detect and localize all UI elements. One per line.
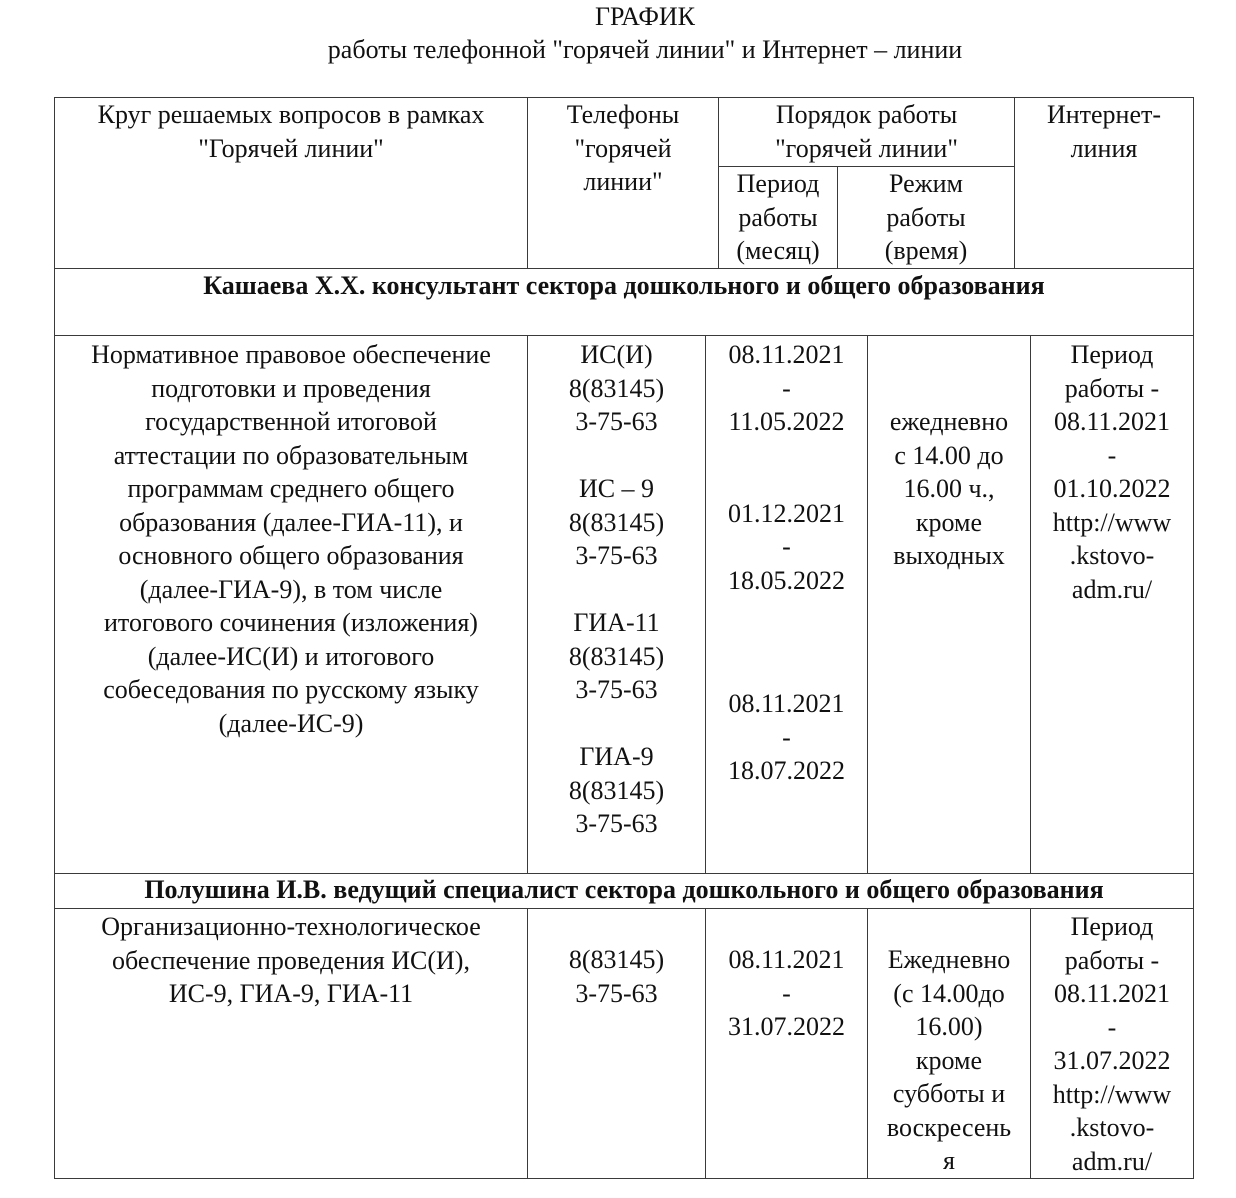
header-period: Период работы (месяц) bbox=[719, 167, 838, 269]
period-1c: 08.11.2021 - 18.07.2022 bbox=[728, 689, 845, 785]
mode-cell-1: ежедневно с 14.00 до 16.00 ч., кроме выходных bbox=[868, 336, 1031, 874]
schedule-header-table bbox=[54, 97, 1194, 336]
header-issues: Круг решаемых вопросов в рамках "Горячей линии" bbox=[55, 98, 528, 269]
header-work-order: Порядок работы "горячей линии" bbox=[719, 98, 1015, 167]
section-heading-1: Кашаева Х.Х. консультант сектора дошкольного и общего образования bbox=[55, 268, 1194, 335]
internet-cell-1: Период работы - 08.11.2021 - 01.10.2022 http://www .kstovo- adm.ru/ bbox=[1031, 336, 1194, 874]
period-1a: 08.11.2021 - 11.05.2022 bbox=[728, 340, 845, 436]
title-heading: ГРАФИК bbox=[595, 2, 695, 31]
header-mode: Режим работы (время) bbox=[838, 167, 1015, 269]
internet-cell-2: Период работы - 08.11.2021 - 31.07.2022 http://www .kstovo- adm.ru/ bbox=[1031, 909, 1194, 1179]
header-internet: Интернет- линия bbox=[1015, 98, 1194, 269]
period-cell-2: 08.11.2021 - 31.07.2022 bbox=[706, 909, 868, 1179]
issues-cell-2: Организационно-технологическое обеспечение проведения ИС(И), ИС-9, ГИА-9, ГИА-11 bbox=[55, 909, 528, 1179]
phones-cell-2: 8(83145) 3-75-63 bbox=[528, 909, 706, 1179]
header-phones: Телефоны "горячей линии" bbox=[528, 98, 719, 269]
section-heading-2: Полушина И.В. ведущий специалист сектора дошкольного и общего образования bbox=[55, 874, 1194, 909]
document-title bbox=[52, 0, 1236, 67]
schedule-body-table bbox=[54, 335, 1194, 1179]
period-cell-1 bbox=[706, 336, 868, 874]
period-1b: 01.12.2021 - 18.05.2022 bbox=[728, 498, 845, 595]
mode-cell-2: Ежедневно (с 14.00до 16.00) кроме субботы и воскресень я bbox=[868, 909, 1031, 1179]
phones-cell-1: ИС(И) 8(83145) 3-75-63 ИС – 9 8(83145) 3-75-63 ГИА-11 8(83145) 3-75-63 ГИА-9 8(83145) 3-75-63 bbox=[528, 336, 706, 874]
title-subheading: работы телефонной "горячей линии" и Интернет – линии bbox=[327, 35, 963, 64]
issues-cell-1: Нормативное правовое обеспечение подготовки и проведения государственной итоговой аттестации по образовательным программам среднего общего образования (далее-ГИА-11), и основного общего образования (далее-ГИА-9), в том числе итогового сочинения (изложения) (далее-ИС(И) и итогового собеседования по русскому языку (далее-ИС-9) bbox=[55, 336, 528, 874]
